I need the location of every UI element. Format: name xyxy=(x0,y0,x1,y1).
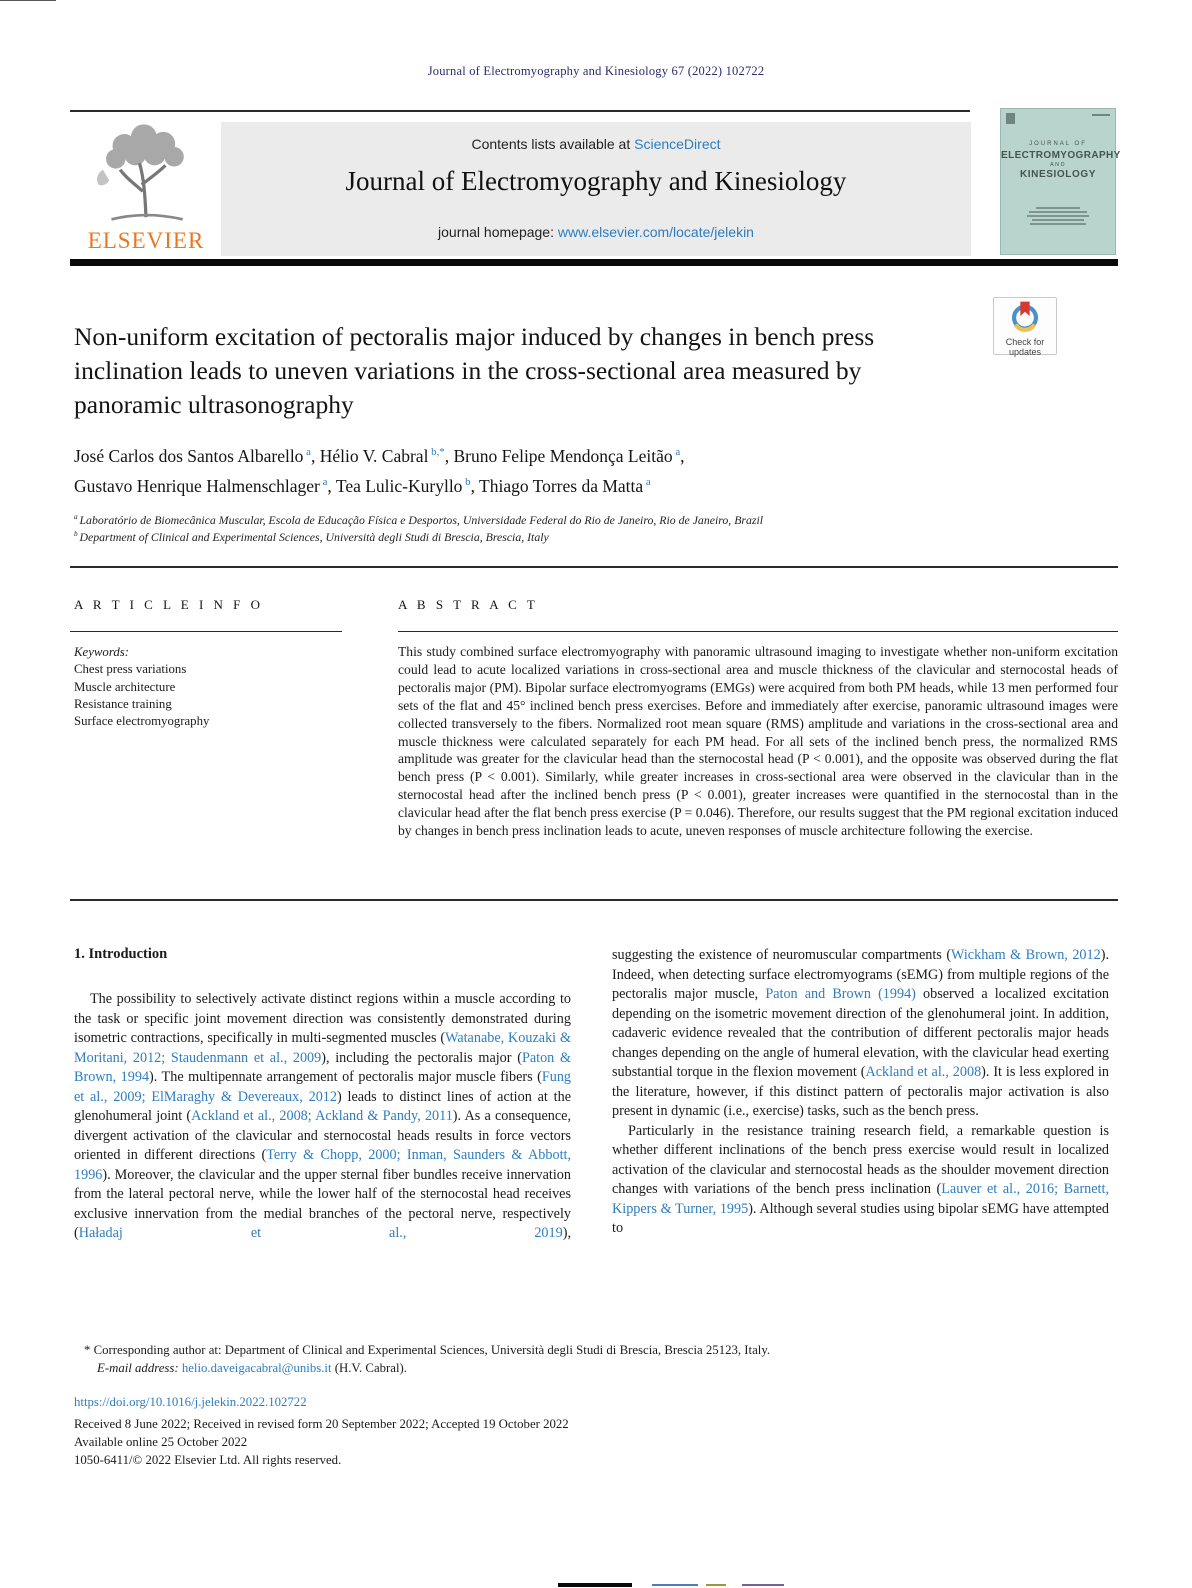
check-updates-label: Check for updates xyxy=(1005,337,1045,357)
authors-line-2: Gustavo Henrique Halmenschlager $^a$, Tea Lulic-Kuryllo $^b$, Thiago Torres da Matta $^a$ xyxy=(74,476,651,496)
contents-line xyxy=(221,136,971,152)
abstract-underline xyxy=(398,631,1118,632)
inline-link[interactable]: helio.daveigacabral@unibs.it xyxy=(181,1361,332,1375)
doi-link[interactable]: https://doi.org/10.1016/j.jelekin.2022.102722 xyxy=(74,1395,307,1409)
email-note: E-mail address: helio.daveigacabral@unibs.it (H.V. Cabral). xyxy=(97,1361,407,1375)
affiliation-b: $^b$ Department of Clinical and Experimental Sciences, Università degli Studi di Brescia, Brescia, Italy xyxy=(74,529,549,544)
elsevier-wordmark: ELSEVIER xyxy=(87,228,205,253)
body-column-right xyxy=(612,946,1109,1239)
footnote-divider xyxy=(0,0,56,1)
available-online: Available online 25 October 2022 xyxy=(74,1435,248,1449)
keywords-list xyxy=(74,661,344,730)
running-head: Journal of Electromyography and Kinesiology 67 (2022) 102722 xyxy=(427,64,765,78)
authors-line-1: José Carlos dos Santos Albarello $^a$, Hélio V. Cabral $^{b,*}$, Bruno Felipe Mendonça Leitão $^a$, xyxy=(74,446,685,466)
keywords-label: Keywords: xyxy=(74,645,129,659)
keyword-item: Muscle architecture xyxy=(74,679,176,694)
next-page-peek-fragment xyxy=(742,1584,784,1586)
copyright-line: 1050-6411/© 2022 Elsevier Ltd. All rights reserved. xyxy=(74,1453,342,1467)
abstract-heading: A B S T R A C T xyxy=(398,597,539,612)
contents-prefix: Contents lists available at xyxy=(471,136,635,152)
inline-link[interactable]: Lauver et al., 2016; Barnett, Kippers & Turner, 1995 xyxy=(612,1181,1109,1217)
cover-fine-print xyxy=(1001,205,1115,227)
inline-link[interactable]: b xyxy=(462,476,471,489)
section-heading-introduction: 1. Introduction xyxy=(74,946,168,962)
inline-link[interactable]: a xyxy=(672,446,681,459)
abstract-text: This study combined surface electromyography with panoramic ultrasound imaging to investigate whether non-uniform excitation could lead to acute localized variations in cross-sectional area and muscle thickness of the clavicular and sternocostal heads of pectoralis major (PM). Bipolar surface electromyograms (EMGs) were acquired from both PM heads, while 13 men performed four sets of the flat and 45° inclined bench press exercises. Before and immediately after exercise, panoramic ultrasound images were collected transversely to the fibers. Normalized root mean square (RMS) amplitude and variations in the cross-sectional area and muscle thickness were calculated separately for each PM head. For all sets of the inclined bench press, the normalized RMS amplitude was greater for the clavicular head than the sternocostal head (P < 0.001), and the opposite was observed during the flat bench press (P < 0.001). Similarly, while greater increases in cross-sectional area were observed in the clavicular than in the sternocostal head after the inclined bench press (P < 0.001), greater increases were quantified in the sternocostal than in the clavicular head after the flat bench press exercise (P = 0.046). Therefore, our results suggest that the PM regional excitation induced by changes in bench press inclination leads to acute, uneven responses of muscle architecture following the exercise. xyxy=(398,644,1118,839)
keyword-item: Surface electromyography xyxy=(74,714,210,729)
next-page-peek-fragment xyxy=(706,1584,726,1586)
received-dates: Received 8 June 2022; Received in revised form 20 September 2022; Accepted 19 October 2022 xyxy=(74,1417,569,1431)
intro-paragraph-right-2: Particularly in the resistance training research field, a remarkable question is whether different inclinations of the bench press exercise would result in localized activation of the clavicular and sternocostal heads as the shoulder movement direction changes with variations of the bench press inclination (Lauver et al., 2016; Barnett, Kippers & Turner, 1995). Although several studies using bipolar sEMG have attempted to xyxy=(612,1122,1110,1236)
next-page-peek-fragment xyxy=(652,1584,698,1586)
body-column-left xyxy=(74,990,571,1244)
inline-link[interactable]: Terry & Chopp, 2000; Inman, Saunders & Abbott, 1996 xyxy=(74,1147,571,1183)
masthead-journal-title: Journal of Electromyography and Kinesiology xyxy=(345,166,847,196)
header-rule xyxy=(70,110,970,112)
affiliation-a: $^a$ Laboratório de Biomecânica Muscular, Escola de Educação Física e Desportos, Universidade Federal do Rio de Janeiro, Rio de Janeiro, Brazil xyxy=(74,512,764,527)
article-info-heading: A R T I C L E I N F O xyxy=(74,597,264,612)
sciencedirect-link[interactable]: ScienceDirect xyxy=(634,136,721,152)
inline-link[interactable]: Fung et al., 2009; ElMaraghy & Devereaux, 2012 xyxy=(74,1069,572,1105)
intro-paragraph-right-1: suggesting the existence of neuromuscular compartments (Wickham & Brown, 2012). Indeed, when detecting surface electromyograms (sEMG) from multiple regions of the pectoralis major muscle, Paton and Brown (1994) observed a localized excitation depending on the isometric movement direction of the glenohumeral joint. In addition, cadaveric evidence revealed that the contribution of different pectoralis major heads changes depending on the angle of humeral elevation, with the clavicular head exerting substantial torque in the flexion movement (Ackland et al., 2008). It is less explored in the literature, however, if this distinct pattern of pectoralis major activation is also present in dynamic (i.e., exercise) tasks, such as the bench press. xyxy=(612,947,1110,1119)
homepage-line xyxy=(221,224,971,240)
inline-link[interactable]: a xyxy=(643,476,651,489)
body-divider xyxy=(70,899,1118,901)
section-divider-top xyxy=(70,566,1118,568)
inline-link[interactable]: a xyxy=(319,476,328,489)
corresponding-author-note: * Corresponding author at: Department of Clinical and Experimental Sciences, Università degli Studi di Brescia, Brescia 25123, Italy. xyxy=(84,1343,771,1357)
masthead-bottom-bar xyxy=(70,259,1118,266)
inline-link[interactable]: Ackland et al., 2008; Ackland & Pandy, 2011 xyxy=(191,1108,453,1124)
article-title: Non-uniform excitation of pectoralis major induced by changes in bench press inclination leads to uneven variations in the cross-sectional area measured by panoramic ultrasonography xyxy=(74,322,875,419)
masthead-box xyxy=(221,122,971,256)
keywords-block xyxy=(74,644,344,730)
elsevier-logo[interactable] xyxy=(72,122,220,256)
inline-link[interactable]: Haładaj et al., 2019 xyxy=(78,1225,563,1241)
cover-logo-mark xyxy=(1006,113,1015,124)
cover-title-line3: KINESIOLOGY xyxy=(1019,169,1097,180)
cover-title-line1: ELECTROMYOGRAPHY xyxy=(1001,150,1121,161)
inline-link[interactable]: Paton and Brown (1994) xyxy=(765,986,916,1002)
intro-paragraph-left: The possibility to selectively activate distinct regions within a muscle according to the task or specific joint movement direction was consistently demonstrated during isometric contractions, specifically in multi-segmented muscles (Watanabe, Kouzaki & Moritani, 2012; Staudenmann et al., 2009), including the pectoralis major (Paton & Brown, 1994). The multipennate arrangement of pectoralis major muscle fibers (Fung et al., 2009; ElMaraghy & Devereaux, 2012) leads to distinct lines of action at the glenohumeral joint (Ackland et al., 2008; Ackland & Pandy, 2011). As a consequence, divergent activation of the clavicular and sternocostal heads results in force vectors oriented in different directions (Terry & Chopp, 2000; Inman, Saunders & Abbott, 1996). Moreover, the clavicular and the upper sternal fiber bundles receive innervation from the lateral pectoral nerve, while the lower half of the sternocostal head receives exclusive innervation from the medial branches of the pectoral nerve, respectively (Haładaj et al., 2019), xyxy=(74,991,572,1241)
inline-link[interactable]: Wickham & Brown, 2012 xyxy=(951,947,1101,963)
cover-kicker: JOURNAL OF xyxy=(1029,141,1087,147)
inline-link[interactable]: Watanabe, Kouzaki & Moritani, 2012; Staudenmann et al., 2009 xyxy=(74,1030,572,1066)
inline-link[interactable]: Ackland et al., 2008 xyxy=(865,1064,982,1080)
elsevier-tree-icon xyxy=(92,122,200,226)
crossmark-icon xyxy=(1008,300,1042,332)
keyword-item: Resistance training xyxy=(74,696,172,711)
journal-cover-thumbnail[interactable] xyxy=(1000,108,1121,255)
check-for-updates-badge[interactable] xyxy=(993,297,1057,355)
journal-homepage-link[interactable]: www.elsevier.com/locate/jelekin xyxy=(557,224,754,240)
article-info-underline xyxy=(70,631,342,632)
inline-link[interactable]: b,* xyxy=(428,446,445,459)
cover-issn-mark xyxy=(1092,114,1110,116)
keyword-item: Chest press variations xyxy=(74,662,187,677)
next-page-peek-bar xyxy=(558,1583,632,1587)
inline-link[interactable]: a xyxy=(303,446,311,459)
homepage-prefix: journal homepage: xyxy=(438,224,558,240)
cover-title-line2: AND xyxy=(1049,162,1067,168)
inline-link[interactable]: Paton & Brown, 1994 xyxy=(74,1049,571,1085)
